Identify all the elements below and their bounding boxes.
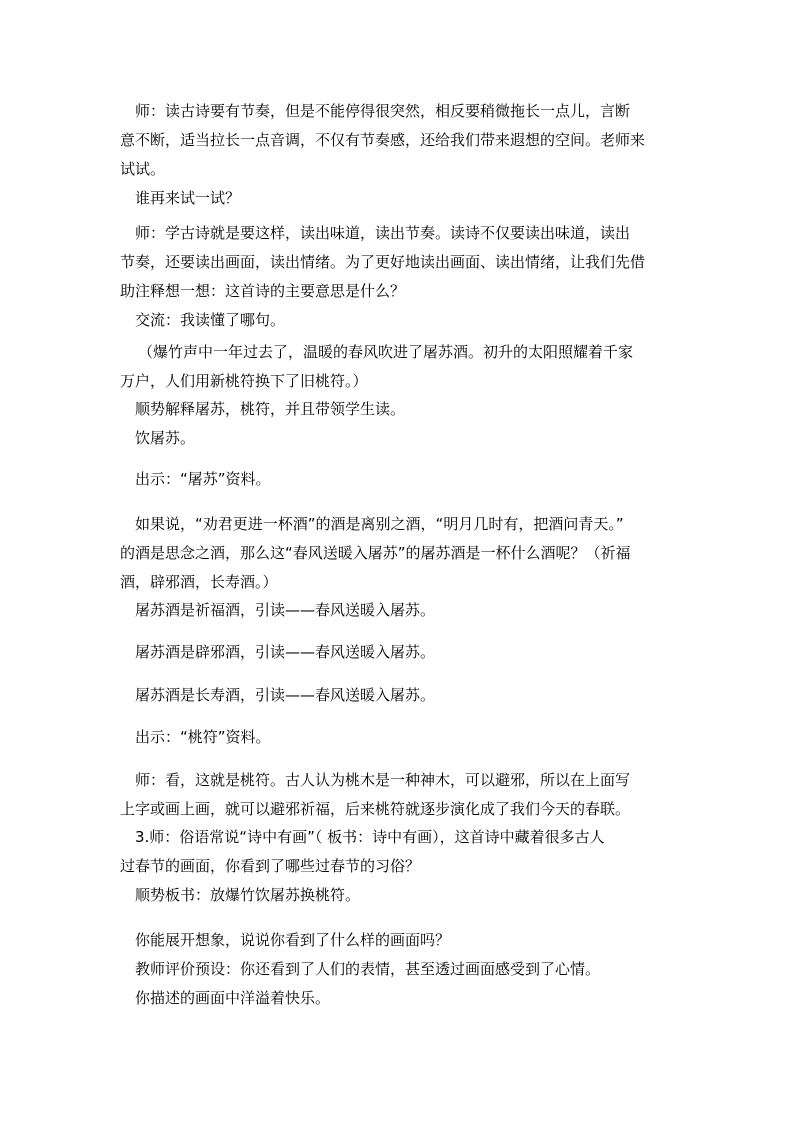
text-line: 助注释想一想：这首诗的主要意思是什么？ [120,282,406,300]
paragraph-who-tries [120,184,680,213]
text-line: 屠苏酒是长寿酒，引读——春风送暖入屠苏。 [120,686,436,704]
paragraph-drink-tusu [120,424,680,453]
text-line: 交流：我读懂了哪句。 [120,311,286,329]
text-line: 师：看，这就是桃符。古人认为桃木是一种神木，可以避邪，所以在上面写 [120,771,631,789]
paragraph-wine-question [120,510,680,597]
paragraph-explain-tusu [120,395,680,424]
text-line: 屠苏酒是祈福酒，引读——春风送暖入屠苏。 [120,601,436,619]
paragraph-evil-wine [120,638,680,667]
text-line: 酒，辟邪酒，长寿酒。） [120,573,278,591]
text-line: 饮屠苏。 [120,429,196,447]
paragraph-board-writing [120,881,680,910]
text-line: 你描述的画面中洋溢着快乐。 [120,989,331,1007]
text-line: 顺势板书：放爆竹饮屠苏换桃符。 [120,886,361,904]
paragraph-teacher-meaning [120,219,680,306]
paragraph-teacher-evaluation [120,955,680,984]
text-line: 你能展开想象，说说你看到了什么样的画面吗？ [120,931,451,949]
text-line: 谁再来试一试？ [120,189,241,207]
text-line: （爆竹声中一年过去了，温暖的春风吹进了屠苏酒。初升的太阳照耀着千家 [138,343,634,361]
paragraph-exchange [120,306,680,335]
text-line: 上字或画上画，就可以避邪祈福，后来桃符就逐步演化成了我们今天的春联。 [120,800,631,818]
paragraph-show-tusu [120,465,680,494]
text-line: 教师评价预设：你还看到了人们的表情，甚至透过画面感受到了心情。 [120,960,601,978]
text-line: 过春节的画面，你看到了哪些过春节的习俗？ [120,857,421,875]
text-line: 师：读古诗要有节奏，但是不能停得很突然，相反要稍微拖长一点儿，言断 [120,102,631,120]
text-line: 试试。 [120,160,166,178]
text-line: 节奏，还要读出画面，读出情绪。为了更好地读出画面、读出情绪，让我们先借 [120,253,646,271]
paragraph-longevity-wine [120,681,680,710]
text-line: 师：学古诗就是要这样，读出味道，读出节奏。读诗不仅要读出味道，读出 [120,224,631,242]
text-line: 出示：“屠苏”资料。 [120,470,271,488]
paragraph-show-taofu [120,723,680,752]
text-line: 的酒是思念之酒，那么这“春风送暖入屠苏”的屠苏酒是一杯什么酒呢？（祈福 [120,544,631,562]
paragraph-poem-picture [120,823,680,881]
text-line: 出示：“桃符”资料。 [120,728,271,746]
paragraph-taofu-explanation [120,766,680,824]
paragraph-joy [120,984,680,1013]
paragraph-translation [120,338,698,396]
paragraph-imagine [120,926,680,955]
text-line: 顺势解释屠苏，桃符，并且带领学生读。 [120,400,406,418]
text-line: 意不断，适当拉长一点音调，不仅有节奏感，还给我们带来遐想的空间。老师来 [120,131,646,149]
text-line: 如果说，“劝君更进一杯酒”的酒是离别之酒，“明月几时有，把酒问青天。” [120,515,624,533]
text-line: 屠苏酒是辟邪酒，引读——春风送暖入屠苏。 [120,643,436,661]
text-line: 万户，人们用新桃符换下了旧桃符。） [120,372,368,390]
paragraph-teacher-rhythm [120,97,680,184]
text-line: 3.师：俗语常说“诗中有画”（ 板书：诗中有画），这首诗中藏着很多古人 [120,828,605,846]
paragraph-blessing-wine [120,596,680,625]
